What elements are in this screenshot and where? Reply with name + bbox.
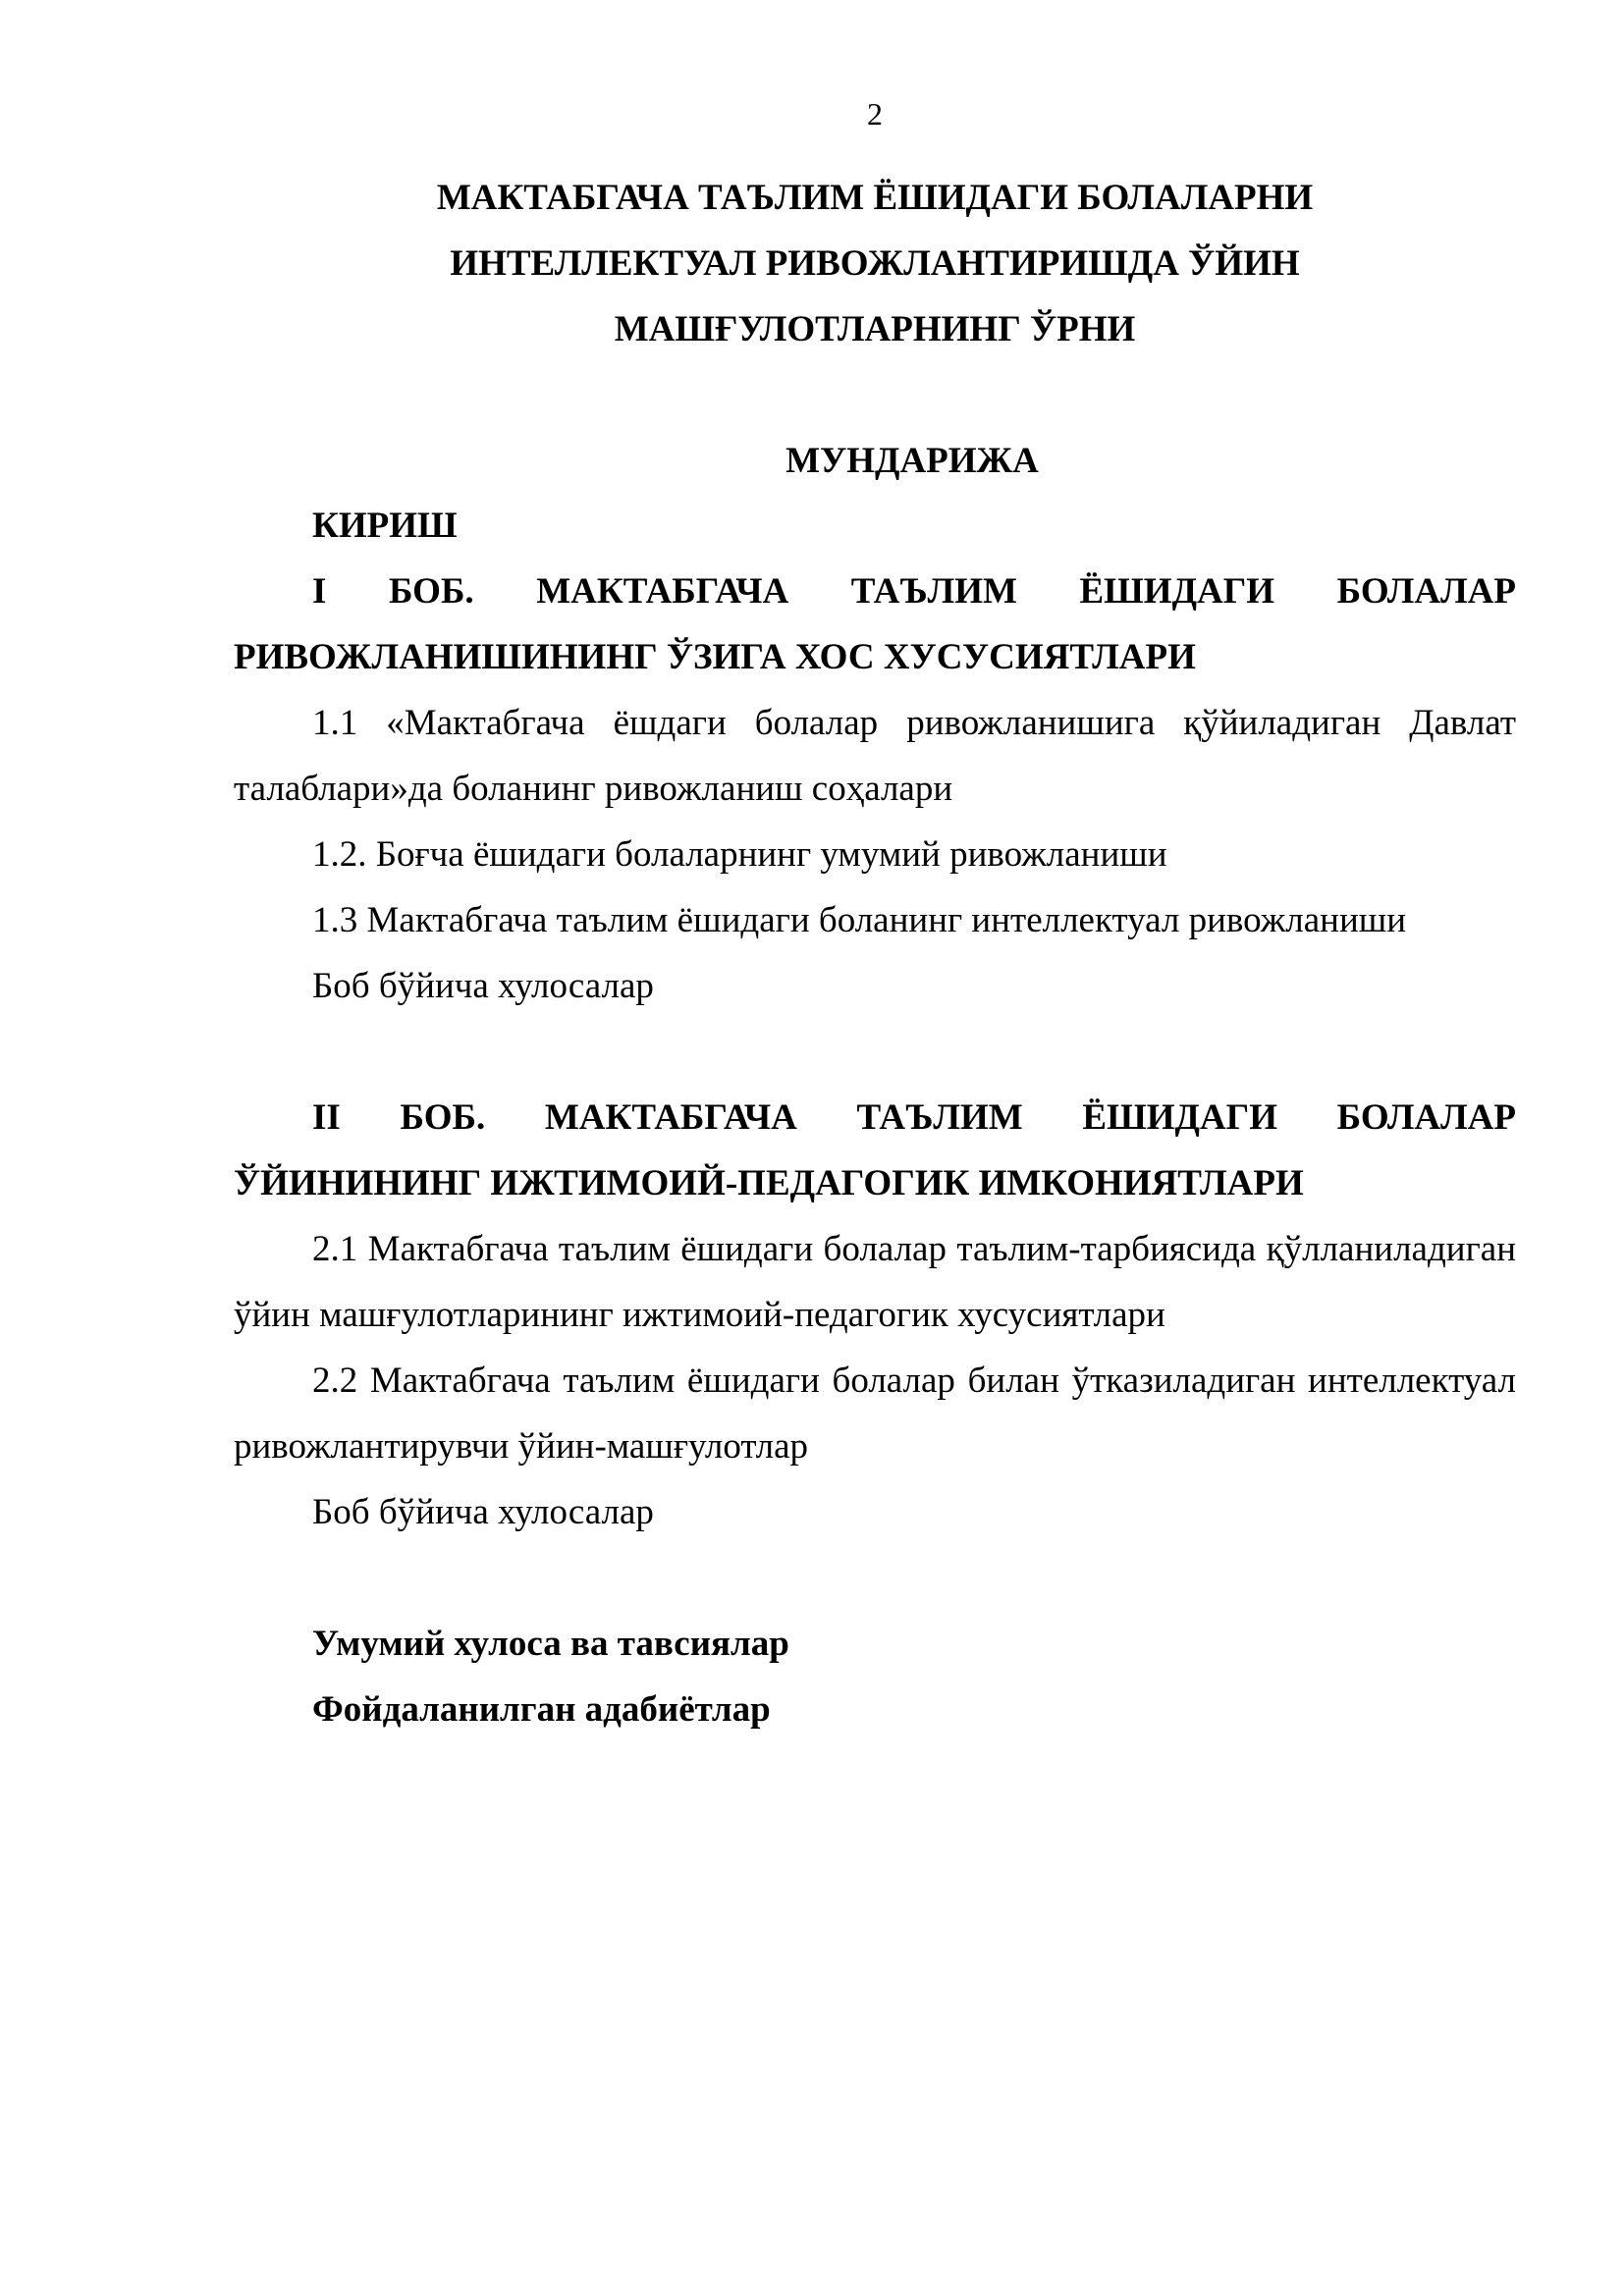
toc-chapter-1-title: I БОБ. МАКТАБГАЧА ТАЪЛИМ ЁШИДАГИ БОЛАЛАР РИВОЖЛАНИШИНИНГ ЎЗИГА ХОС ХУСУСИЯТЛАРИ: [234, 571, 1516, 677]
document-title: [234, 165, 1516, 362]
toc-chapter-2-title: II БОБ. МАКТАБГАЧА ТАЪЛИМ ЁШИДАГИ БОЛАЛАР ЎЙИНИНИНГ ИЖТИМОИЙ-ПЕДАГОГИК ИМКОНИЯТЛАРИ: [234, 1097, 1516, 1203]
page-number: 2: [867, 96, 883, 132]
toc-item: 1.3 Мактабгача таълим ёшидаги боланинг интеллектуал ривожланиши: [312, 900, 1407, 940]
table-of-contents: [234, 493, 1516, 1742]
toc-item: 2.1 Мактабгача таълим ёшидаги болалар таълим-тарбиясида қўлланиладиган ўйин машғулотларининг ижтимоий-педагогик хусусиятлари: [234, 1229, 1516, 1335]
section-spacer: [234, 1019, 1516, 1085]
toc-item: 2.2 Мактабгача таълим ёшидаги болалар билан ўтказиладиган интеллектуал ривожлантирувчи ўйин-машғулотлар: [234, 1361, 1516, 1467]
toc-item: Боб бўйича хулосалар: [312, 966, 654, 1006]
title-line: МАШҒУЛОТЛАРНИНГ ЎРНИ: [614, 309, 1136, 349]
toc-heading: МУНДАРИЖА: [785, 441, 1039, 481]
toc-conclusion: Умумий хулоса ва тавсиялар: [312, 1624, 789, 1664]
title-line: ИНТЕЛЛЕКТУАЛ РИВОЖЛАНТИРИШДА ЎЙИН: [450, 243, 1300, 284]
toc-item: Боб бўйича хулосалар: [312, 1492, 654, 1532]
toc-intro: КИРИШ: [312, 506, 458, 546]
section-spacer: [234, 1545, 1516, 1611]
title-line: МАКТАБГАЧА ТАЪЛИМ ЁШИДАГИ БОЛАЛАРНИ: [436, 178, 1314, 218]
toc-references: Фойдаланилган адабиётлар: [312, 1689, 771, 1730]
toc-item: 1.2. Боғча ёшидаги болаларнинг умумий ривожланиши: [312, 834, 1167, 875]
toc-item: 1.1 «Мактабгача ёшдаги болалар ривожланишига қўйиладиган Давлат талаблари»да боланинг ривожланиш соҳалари: [234, 703, 1516, 809]
